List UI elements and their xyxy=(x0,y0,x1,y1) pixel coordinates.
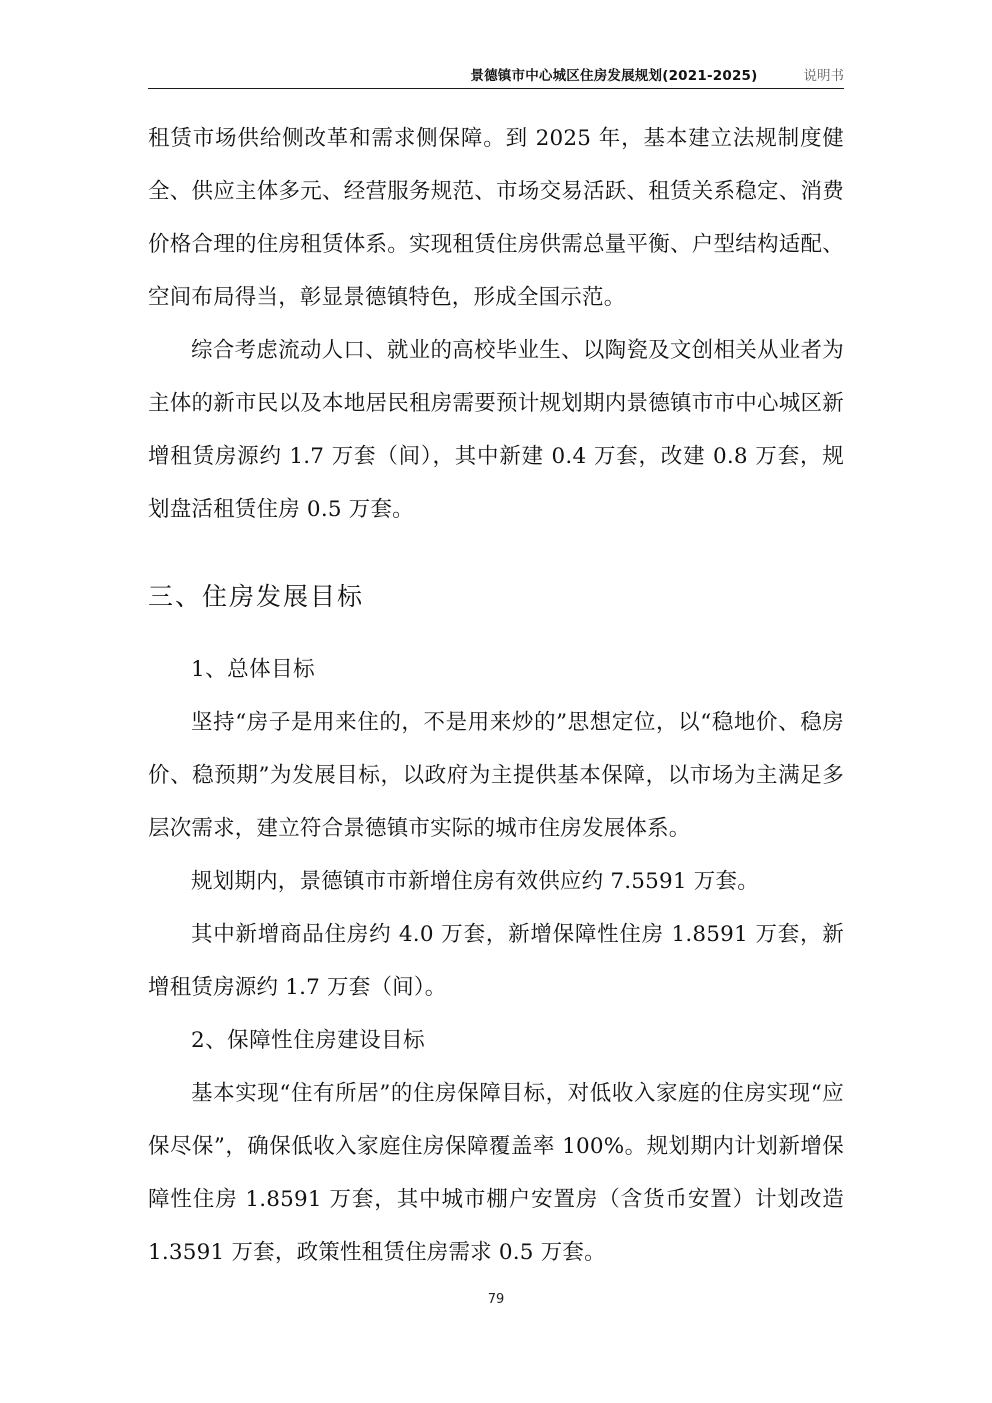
paragraph-affordable-housing-detail: 基本实现“住有所居”的住房保障目标，对低收入家庭的住房实现“应保尽保”，确保低收入家庭住房保障覆盖率 100%。规划期内计划新增保障性住房 1.8591 万套，其中城市棚户安置房（含货币安置）计划改造 1.3591 万套，政策性租赁住房需求 0.5 万套。 xyxy=(148,1081,844,1265)
page-footer xyxy=(148,1288,844,1307)
header-row xyxy=(148,64,844,86)
header-divider xyxy=(148,88,844,89)
paragraph-supply-breakdown: 其中新增商品住房约 4.0 万套，新增保障性住房 1.8591 万套，新增租赁房源约 1.7 万套（间）。 xyxy=(148,922,844,1000)
sub-heading-overall-goals: 1、总体目标 xyxy=(191,657,316,682)
spacer-before-section-heading xyxy=(148,536,844,570)
section-heading-housing-development-goals: 三、住房发展目标 xyxy=(148,582,365,611)
paragraph-effective-supply: 规划期内，景德镇市市新增住房有效供应约 7.5591 万套。 xyxy=(191,869,759,894)
document-body xyxy=(148,112,844,1279)
paragraph-housing-positioning: 坚持“房子是用来住的，不是用来炒的”思想定位，以“稳地价、稳房价、稳预期”为发展目标，以政府为主提供基本保障，以市场为主满足多层次需求，建立符合景德镇市实际的城市住房发展体系。 xyxy=(148,710,844,841)
running-header xyxy=(148,64,844,90)
header-doc-type-label: 说明书 xyxy=(803,68,844,84)
spacer-after-section-heading xyxy=(148,623,844,643)
paragraph-rental-market-reform: 租赁市场供给侧改革和需求侧保障。到 2025 年，基本建立法规制度健全、供应主体多元、经营服务规范、市场交易活跃、租赁关系稳定、消费价格合理的住房租赁体系。实现租赁住房供需总量平衡、户型结构适配、空间布局得当，彰显景德镇特色，形成全国示范。 xyxy=(148,126,844,310)
header-document-title: 景德镇市中心城区住房发展规划(2021-2025) xyxy=(470,68,758,84)
paragraph-rental-supply-forecast: 综合考虑流动人口、就业的高校毕业生、以陶瓷及文创相关从业者为主体的新市民以及本地居民租房需要预计规划期内景德镇市市中心城区新增租赁房源约 1.7 万套（间），其中新建 0.4 万套，改建 0.8 万套，规划盘活租赁住房 0.5 万套。 xyxy=(148,338,844,522)
sub-heading-affordable-housing-goals: 2、保障性住房建设目标 xyxy=(191,1028,426,1053)
page-content-area xyxy=(148,0,844,1403)
page-number: 79 xyxy=(487,1292,505,1307)
